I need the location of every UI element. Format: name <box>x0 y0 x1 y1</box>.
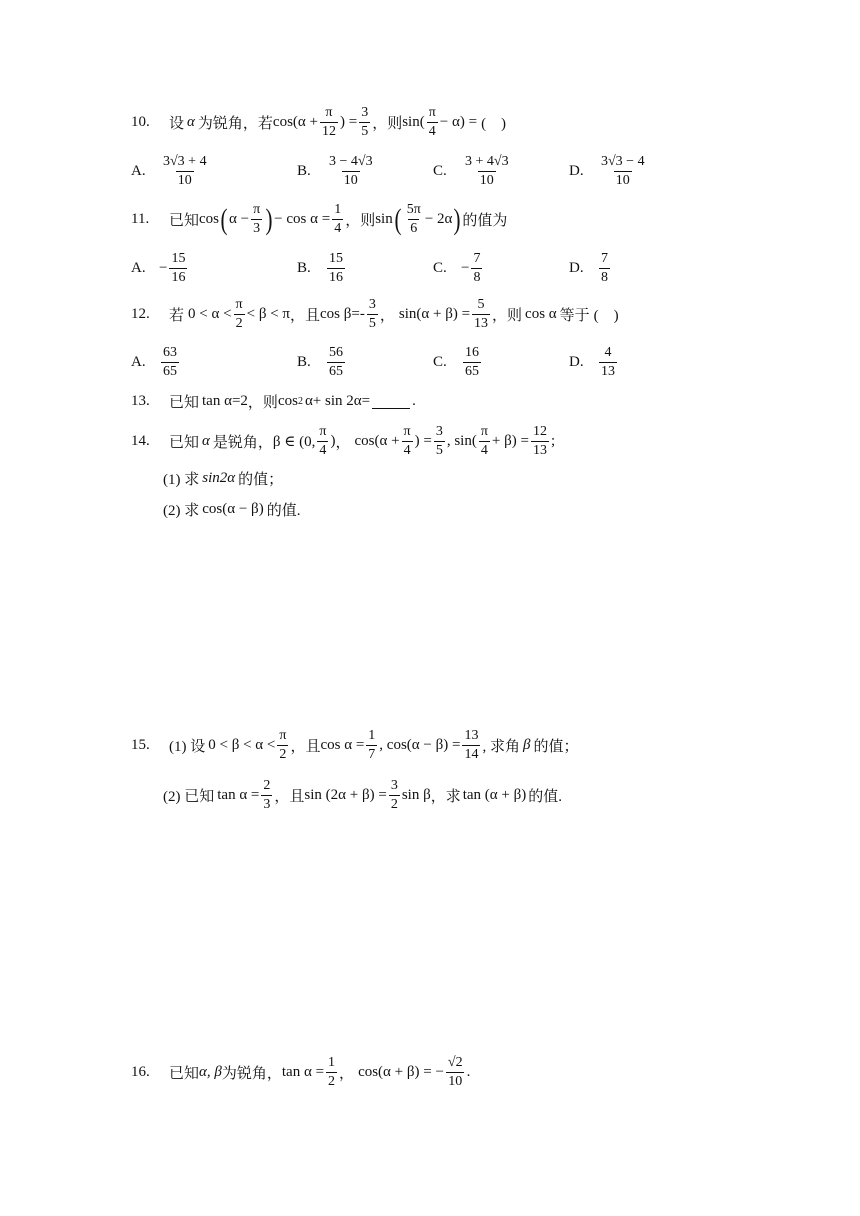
option-fraction <box>161 345 179 380</box>
denominator: 13 <box>532 443 547 459</box>
denominator: 4 <box>319 443 327 459</box>
question-15 <box>131 728 578 763</box>
numerator: 1 <box>328 1055 336 1070</box>
question-number: 10. <box>131 114 150 131</box>
denominator: 8 <box>601 270 608 286</box>
option-fraction <box>599 345 617 380</box>
denominator: 2 <box>235 316 243 332</box>
q10-fraction-pi-12 <box>320 105 338 140</box>
q15-part-2 <box>163 778 562 813</box>
q15-fraction-2-3 <box>261 778 272 813</box>
numerator: π <box>403 424 411 439</box>
q11-sin: sin <box>375 211 393 228</box>
numerator: 3 <box>361 105 369 120</box>
question-13 <box>131 391 416 412</box>
q10-sin-expr: sin( <box>402 114 425 131</box>
q11-fraction-5pi-6 <box>405 202 423 237</box>
q12-tail: 等于 <box>559 308 590 325</box>
numerator: 1 <box>334 202 342 217</box>
q12-text-pre: 若 <box>169 308 185 325</box>
q16-tan-alpha: tan α = <box>281 1064 325 1081</box>
q10-option-d <box>569 154 649 189</box>
option-fraction <box>471 251 482 286</box>
q10-option-c <box>433 154 513 189</box>
q14-text-pre: 已知 <box>169 435 200 452</box>
q11-minus-cos-alpha: − cos α = <box>274 211 331 228</box>
denominator: 5 <box>368 316 376 332</box>
question-14 <box>131 424 555 459</box>
question-number: 16. <box>131 1064 150 1081</box>
q11-minus-2alpha: − 2α <box>424 211 453 228</box>
option-fraction <box>599 251 610 286</box>
q15-part2-mid: ，且 <box>274 789 305 806</box>
numerator: 63 <box>163 345 177 360</box>
q12-option-d <box>569 345 619 380</box>
q16-sep: ， <box>339 1066 355 1083</box>
question-16 <box>131 1055 470 1090</box>
q11-option-a <box>131 251 189 286</box>
q15-cos-alpha: cos α = <box>320 737 365 754</box>
q16-fraction-sqrt2-10 <box>446 1055 465 1090</box>
denominator: 10 <box>479 173 494 189</box>
numerator: 3√3 − 4 <box>601 154 645 169</box>
subquestion-tail: 的值. <box>266 503 301 519</box>
q10-text-pre: 设 <box>169 116 185 133</box>
q14-text-mid: 是锐角， <box>212 435 273 452</box>
q16-fraction-1-2 <box>326 1055 337 1090</box>
q15-fraction-pi-2 <box>277 728 288 763</box>
option-fraction <box>327 154 375 189</box>
q11-option-d <box>569 251 612 286</box>
option-label: A. <box>131 163 146 180</box>
denominator: 16 <box>171 270 186 286</box>
question-number: 15. <box>131 737 150 754</box>
denominator: 5 <box>435 443 443 459</box>
q14-cos-part: cos(α + <box>354 433 400 450</box>
denominator: 6 <box>410 221 418 237</box>
q11-tail: 的值为 <box>462 213 508 230</box>
q12-cos-beta: cos β=- <box>320 306 365 323</box>
q11-fraction-pi-3 <box>251 202 262 237</box>
q15-sin-beta: sin β <box>401 787 431 804</box>
numerator: π <box>428 105 436 120</box>
q10-answer-bracket: ( ) <box>481 116 507 133</box>
q12-option-c <box>433 345 483 380</box>
subquestion-expr: sin2α <box>202 470 236 486</box>
option-fraction <box>599 154 647 189</box>
option-label: A. <box>131 354 146 371</box>
q15-part2-pre: (2) 已知 <box>163 789 215 806</box>
numerator: 3 <box>435 424 443 439</box>
question-number: 11. <box>131 211 150 228</box>
q15-part1-ineq: 0 < β < α < <box>208 737 276 754</box>
q15-fraction-3-2 <box>389 778 400 813</box>
numerator: √2 <box>447 1055 463 1070</box>
q10-text-mid: 为锐角，若 <box>197 116 273 133</box>
q16-alpha-beta: α, β <box>199 1064 222 1081</box>
q12-option-b <box>297 345 347 380</box>
option-fraction <box>463 345 481 380</box>
denominator: 10 <box>343 173 358 189</box>
subquestion-expr: cos(α − β) <box>202 501 264 517</box>
q13-squared: 2 <box>297 396 303 407</box>
q16-text-pre: 已知 <box>169 1066 200 1083</box>
q10-option-a <box>131 154 211 189</box>
denominator: 5 <box>361 124 369 140</box>
option-sign: − <box>159 260 168 277</box>
q14-fraction-pi-4 <box>317 424 328 459</box>
numerator: 4 <box>604 345 612 360</box>
denominator: 3 <box>263 797 271 813</box>
question-12 <box>131 297 619 332</box>
denominator: 13 <box>474 316 489 332</box>
question-11 <box>131 202 507 237</box>
numerator: 5 <box>477 297 485 312</box>
numerator: 3 + 4√3 <box>465 154 509 169</box>
q11-alpha-minus: α − <box>229 211 250 228</box>
left-paren: ( <box>220 202 228 236</box>
denominator: 65 <box>329 364 343 380</box>
q15-fraction-1-7 <box>366 728 377 763</box>
q15-part1-end: 的值； <box>533 739 579 756</box>
numerator: 56 <box>329 345 343 360</box>
q12-fraction-5-13 <box>472 297 490 332</box>
numerator: π <box>480 424 488 439</box>
q16-end: . <box>466 1064 471 1081</box>
q12-fraction-3-5 <box>367 297 378 332</box>
q12-sin-ab: sin(α + β) = <box>398 306 471 323</box>
q13-tan: tan α=2 <box>202 393 248 409</box>
q12-answer-bracket: ( ) <box>593 308 619 325</box>
option-label: B. <box>297 354 311 371</box>
denominator: 65 <box>163 364 177 380</box>
q14-eq: ) = <box>414 433 432 450</box>
numerator: 12 <box>532 424 547 439</box>
subquestion-label: (1) 求 <box>163 472 200 488</box>
q13-expr-rest: α+ sin 2α= <box>304 393 371 409</box>
q10-minus-alpha: − α) = <box>439 114 478 131</box>
q12-cos-alpha: cos α <box>525 306 557 323</box>
q13-expr-cos: cos <box>277 393 298 409</box>
q14-subquestion-1 <box>163 468 283 489</box>
option-label: C. <box>433 163 447 180</box>
numerator: 7 <box>601 251 608 266</box>
subquestion-label: (2) 求 <box>163 503 200 519</box>
denominator: 4 <box>403 443 411 459</box>
option-label: C. <box>433 354 447 371</box>
option-fraction <box>169 251 187 286</box>
option-label: B. <box>297 163 311 180</box>
q16-text-mid: 为锐角， <box>221 1066 282 1083</box>
left-paren: ( <box>394 202 402 236</box>
q10-alpha: α <box>187 114 195 131</box>
q14-sep: ， <box>335 435 351 452</box>
q10-fraction-3-5 <box>359 105 370 140</box>
numerator: 13 <box>464 728 479 743</box>
numerator: π <box>279 728 287 743</box>
option-fraction <box>327 345 345 380</box>
denominator: 8 <box>473 270 481 286</box>
q14-fraction-3-5 <box>434 424 445 459</box>
q13-text-pre: 已知 <box>169 395 200 411</box>
denominator: 7 <box>368 747 376 763</box>
q14-subquestion-2 <box>163 499 300 520</box>
numerator: 3 − 4√3 <box>329 154 373 169</box>
q14-fraction-pi-4-b <box>402 424 413 459</box>
q14-semicolon: ; <box>550 433 556 450</box>
q10-close-eq: ) = <box>339 114 358 131</box>
q10-comma-then: ，则 <box>372 116 403 133</box>
q15-part2-end: 的值. <box>528 789 563 806</box>
q15-cos-ab: , cos(α − β) = <box>379 737 461 754</box>
q14-fraction-12-13 <box>531 424 549 459</box>
subquestion-tail: 的值； <box>238 472 284 488</box>
denominator: 2 <box>328 1074 336 1090</box>
q15-fraction-13-14 <box>462 728 480 763</box>
q10-fraction-pi-4 <box>427 105 438 140</box>
right-paren: ) <box>265 202 273 236</box>
q10-cos-expr: cos(α + <box>272 114 318 131</box>
q11-cos: cos <box>199 211 220 228</box>
right-paren: ) <box>453 202 461 236</box>
q11-option-c <box>433 251 484 286</box>
numerator: 3√3 + 4 <box>163 154 207 169</box>
q14-comma-sin: , sin( <box>446 433 477 450</box>
q14-alpha: α <box>202 433 210 450</box>
question-number: 13. <box>131 393 150 409</box>
denominator: 65 <box>465 364 479 380</box>
q15-part1-tail: , 求角 <box>482 739 520 756</box>
option-label: B. <box>297 260 311 277</box>
q12-ineq1: 0 < α < <box>188 306 232 323</box>
q14-plus-beta: + β) = <box>491 433 529 450</box>
numerator: π <box>235 297 243 312</box>
q13-end: . <box>412 393 416 409</box>
numerator: 3 <box>390 778 398 793</box>
q13-then: ，则 <box>247 395 278 411</box>
q16-cos-ab: cos(α + β) = − <box>358 1064 444 1081</box>
question-number: 14. <box>131 433 150 450</box>
denominator: 4 <box>428 124 436 140</box>
denominator: 10 <box>448 1074 463 1090</box>
numerator: 16 <box>465 345 479 360</box>
denominator: 2 <box>279 747 287 763</box>
denominator: 4 <box>334 221 342 237</box>
q15-sin-expr: sin (2α + β) = <box>304 787 387 804</box>
option-sign: − <box>461 260 470 277</box>
q12-sep: ， <box>379 308 395 325</box>
numerator: 1 <box>368 728 376 743</box>
q12-option-a <box>131 345 181 380</box>
q14-fraction-pi-4-c <box>479 424 490 459</box>
q11-fraction-1-4 <box>332 202 343 237</box>
numerator: π <box>253 202 261 217</box>
q15-part2-ask: ，求 <box>430 789 461 806</box>
numerator: 15 <box>171 251 186 266</box>
q11-option-b <box>297 251 347 286</box>
question-number: 12. <box>131 306 150 323</box>
numerator: 5π <box>406 202 421 217</box>
numerator: 7 <box>473 251 481 266</box>
q10-option-b <box>297 154 377 189</box>
option-label: D. <box>569 260 584 277</box>
denominator: 4 <box>480 443 488 459</box>
q14-close: ) <box>330 433 336 450</box>
q15-part1-pre: (1) 设 <box>169 739 206 756</box>
denominator: 3 <box>253 221 261 237</box>
option-fraction <box>161 154 209 189</box>
denominator: 14 <box>464 747 479 763</box>
denominator: 10 <box>615 173 630 189</box>
q12-then: ，则 <box>492 308 523 325</box>
q15-tan-expr: tan (α + β) <box>462 787 527 804</box>
q15-tan-alpha: tan α = <box>217 787 260 804</box>
denominator: 13 <box>601 364 615 380</box>
q15-part1-mid: ，且 <box>290 739 321 756</box>
q15-beta: β <box>522 737 531 754</box>
denominator: 16 <box>329 270 343 286</box>
denominator: 10 <box>177 173 192 189</box>
q12-ineq2: < β < π <box>246 306 290 323</box>
option-label: C. <box>433 260 447 277</box>
numerator: 2 <box>263 778 271 793</box>
q11-comma-then: ，则 <box>345 213 376 230</box>
numerator: π <box>319 424 327 439</box>
q12-fraction-pi-2 <box>234 297 245 332</box>
option-label: D. <box>569 163 584 180</box>
q12-text-mid: ，且 <box>290 308 321 325</box>
denominator: 12 <box>321 124 336 140</box>
answer-blank[interactable] <box>372 395 410 409</box>
numerator: π <box>325 105 333 120</box>
option-label: A. <box>131 260 146 277</box>
q11-text-pre: 已知 <box>169 213 200 230</box>
option-fraction <box>327 251 345 286</box>
option-label: D. <box>569 354 584 371</box>
q14-beta-in: β ∈ (0, <box>272 434 316 451</box>
numerator: 15 <box>329 251 343 266</box>
numerator: 3 <box>368 297 376 312</box>
option-fraction <box>463 154 511 189</box>
question-10 <box>131 105 506 140</box>
denominator: 2 <box>390 797 398 813</box>
